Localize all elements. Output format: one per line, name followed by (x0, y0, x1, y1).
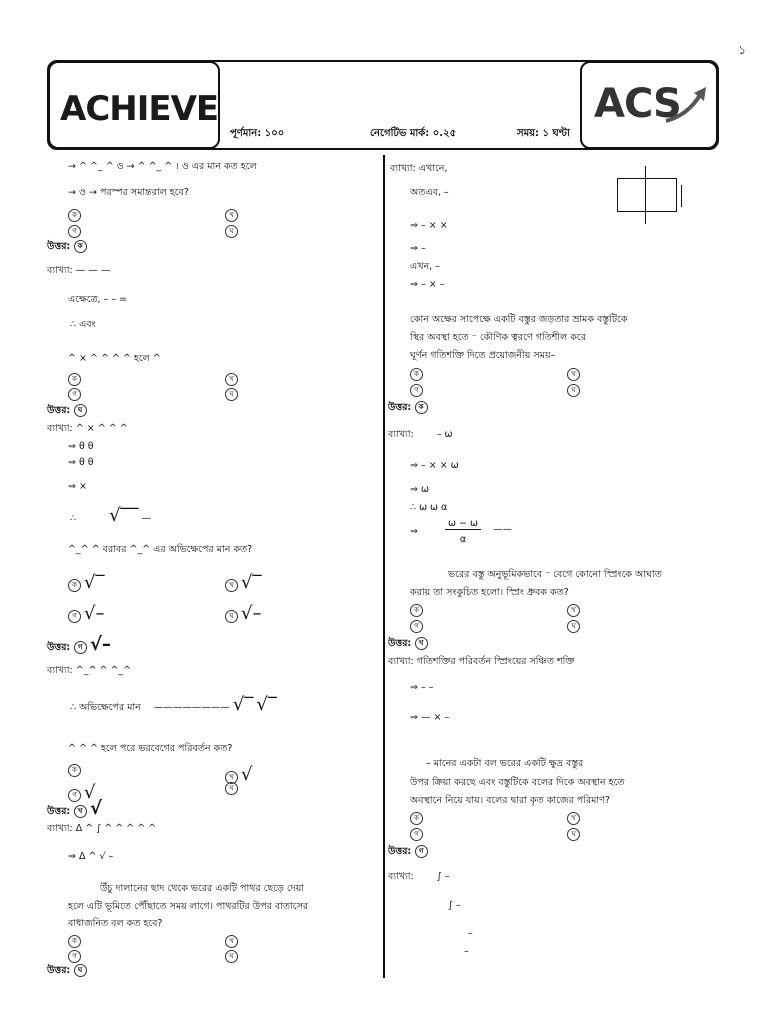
q6-step4-numerator: ω − ω (445, 518, 481, 530)
q5-text-line1: উঁচু দালানের ছাদ থেকে ভরের একটি পাথর ছেড়ে দেয়া (100, 883, 305, 894)
q1-answer: উত্তর: ক (47, 240, 87, 255)
q4-answer: উত্তর: খ √ (47, 798, 102, 819)
q2-option-b: খ (225, 373, 238, 386)
q5-option-d: ঘ (225, 950, 238, 963)
q1-option-b: খ (225, 209, 238, 222)
q1-therefore: ∴ এবং (70, 319, 96, 330)
q5-option-c: গ (68, 950, 81, 963)
q5-text-line2: হলে এটি ভূমিতে পৌঁছাতে সময় লাগে। পাথরটির উপর বাতাসের (68, 901, 309, 912)
q7-text-line2: করায় তা সংকুচিত হলো। স্প্রিং ধ্রুবক কত? (410, 587, 569, 598)
q5-text-line3: বাধাজনিত বল কত হবে? (68, 918, 163, 929)
q4-option-b: খ √ (225, 764, 253, 785)
r-step2: ⇒ – (410, 243, 426, 254)
r-therefore: অতএব, – (410, 187, 449, 198)
q2-answer: উত্তর: ঘ (47, 404, 87, 419)
q6-answer: উত্তর: ক (388, 401, 428, 416)
q7-option-b: খ (567, 604, 580, 617)
diagram-side-arrow (681, 185, 682, 207)
q5-option-a: ক (68, 935, 81, 948)
column-divider (383, 155, 385, 978)
achieve-logo (48, 61, 220, 149)
q1-text-line2: → ও → পরস্পর সমান্তরাল হবে? (68, 187, 189, 198)
q1-option-c: গ (68, 225, 81, 238)
q6-step1: ⇒ – × × ω (410, 460, 459, 471)
q4-option-d: ঘ (225, 782, 238, 795)
diagram-vertical-line (645, 166, 646, 224)
q6-option-d: ঘ (567, 384, 580, 397)
q2-option-c: গ (68, 388, 81, 401)
q6-step4-denominator: α (459, 534, 467, 545)
achieve-logo-text: ACHIEVE (60, 89, 219, 129)
q7-explanation: ব্যাখ্যা: গতিশক্তির পরিবর্তন স্প্রিংয়ের সঞ্চিত শক্তি (388, 656, 575, 667)
r-now: এখন, – (410, 261, 440, 272)
q6-step4-result: —— (493, 524, 512, 535)
page-number: ১ (738, 43, 746, 57)
time-limit: সময়: ১ ঘণ্টা (517, 128, 570, 139)
q8-option-a: ক (410, 812, 423, 825)
q8-text-line1: – মানের একটা বল ভরের একটি ক্ষুদ্র বস্তুর (426, 758, 584, 769)
q2-step4: ∴ √‾‾ — (70, 505, 152, 526)
q4-text: ^ ^ ^ হলে পরে ভরবেগের পরিবর্তন কত? (68, 743, 233, 754)
q4-explanation: ব্যাখ্যা: Δ ^ ∫ ^ ^ ^ ^ ^ (47, 823, 157, 834)
q6-step2: ⇒ ω (410, 484, 429, 495)
q3-answer: উত্তর: গ √– (47, 634, 111, 655)
full-marks: পূর্ণমান: ১০০ (230, 128, 285, 139)
q8-step2: – (468, 928, 473, 939)
q7-option-d: ঘ (567, 620, 580, 633)
q2-option-d: ঘ (225, 388, 238, 401)
q3-option-a: ক √‾ (68, 572, 105, 593)
r-exp-intro: ব্যাখ্যা: এখানে, (390, 163, 448, 174)
q1-case: এক্ষেত্রে, – – = (68, 294, 128, 305)
q4-step1: ⇒ Δ ^ √ – (68, 851, 114, 862)
q2-step1: ⇒ θ θ (68, 441, 94, 452)
q7-text-line1: ভরের বস্তু অনুভূমিকভাবে ⁻ বেগে কোনো স্প্রিংকে আঘাত (448, 569, 662, 580)
q6-option-a: ক (410, 368, 423, 381)
q8-answer: উত্তর: গ (388, 845, 428, 860)
q7-answer: উত্তর: খ (388, 637, 428, 652)
q1-explanation: ব্যাখ্যা: — — — (47, 265, 111, 276)
q6-option-b: খ (567, 368, 580, 381)
q5-answer: উত্তর: ঘ (47, 964, 87, 979)
q4-option-c: গ √ (68, 782, 96, 803)
acs-logo-text: ACS (594, 81, 681, 127)
q7-option-c: গ (410, 620, 423, 633)
q3-option-c: গ √– (68, 603, 105, 624)
q8-text-line3: অবস্থানে নিয়ে যায়। বলের দ্বারা কৃত কাজের পরিমাণ? (410, 795, 610, 806)
q8-explanation: ব্যাখ্যা: ∫ – (388, 871, 450, 882)
q2-option-a: ক (68, 373, 81, 386)
q2-text: ^ × ^ ^ ^ ^ হলে ^ (68, 353, 161, 364)
q7-step1: ⇒ – – (410, 682, 434, 693)
block-diagram (617, 178, 677, 212)
negative-marks: নেগেটিভ মার্ক: ০.২৫ (370, 128, 457, 139)
q1-option-d: ঘ (225, 225, 238, 238)
q6-option-c: গ (410, 384, 423, 397)
q7-option-a: ক (410, 604, 423, 617)
q6-text-line1: কোন অক্ষের সাপেক্ষে একটি বস্তুর জড়তার ভ্রামক বস্তুটিকে (410, 314, 628, 325)
q8-text-line2: উপর ক্রিয়া করছে এবং বস্তুটিকে বলের দিকে অবস্থান হতে (410, 777, 625, 788)
r-step3: ⇒ – × – (410, 279, 445, 290)
arrow-up-icon (662, 85, 710, 125)
r-step1: ⇒ – × × (410, 220, 448, 231)
q8-step1: ∫ – (448, 900, 461, 911)
q2-step2: ⇒ θ θ (68, 457, 94, 468)
q3-text: ^_^ ^ বরাবর ^_^ এর অভিক্ষেপের মান কত? (68, 544, 253, 555)
q2-explanation: ব্যাখ্যা: ^ × ^ ^ ^ (47, 423, 128, 434)
q2-step3: ⇒ × (68, 481, 87, 492)
q3-explanation: ব্যাখ্যা: ^_^ ^ ^_^ (47, 665, 132, 676)
q5-option-b: খ (225, 935, 238, 948)
q8-step3: – (464, 946, 469, 957)
q3-option-d: ঘ √– (225, 603, 262, 624)
q3-projection: ∴ অভিক্ষেপের মান ———————— √‾ √‾ (70, 694, 277, 715)
q3-option-b: খ √‾ (225, 572, 262, 593)
q7-step2: ⇒ — × – (410, 712, 450, 723)
q8-option-d: ঘ (567, 828, 580, 841)
q8-option-c: গ (410, 828, 423, 841)
q8-option-b: খ (567, 812, 580, 825)
q6-text-line3: ঘূর্ণন গতিশক্তি দিতে প্রয়োজনীয় সময়– (410, 350, 556, 361)
q1-option-a: ক (68, 209, 81, 222)
q6-explanation: ব্যাখ্যা: – ω (388, 429, 453, 440)
q1-text-line1: → ^ ^_ ^ ও → ^ ^_ ^ । ও এর মান কত হলে (68, 161, 257, 172)
q4-option-a: ক (68, 764, 81, 777)
q6-text-line2: স্থির অবস্থা হতে ⁻ কৌণিক ত্বরণে গতিশীল করে (410, 332, 586, 343)
q6-step3: ∴ ω ω α (410, 502, 448, 513)
acs-logo (580, 61, 718, 149)
q6-step4: ⇒ (410, 526, 418, 537)
